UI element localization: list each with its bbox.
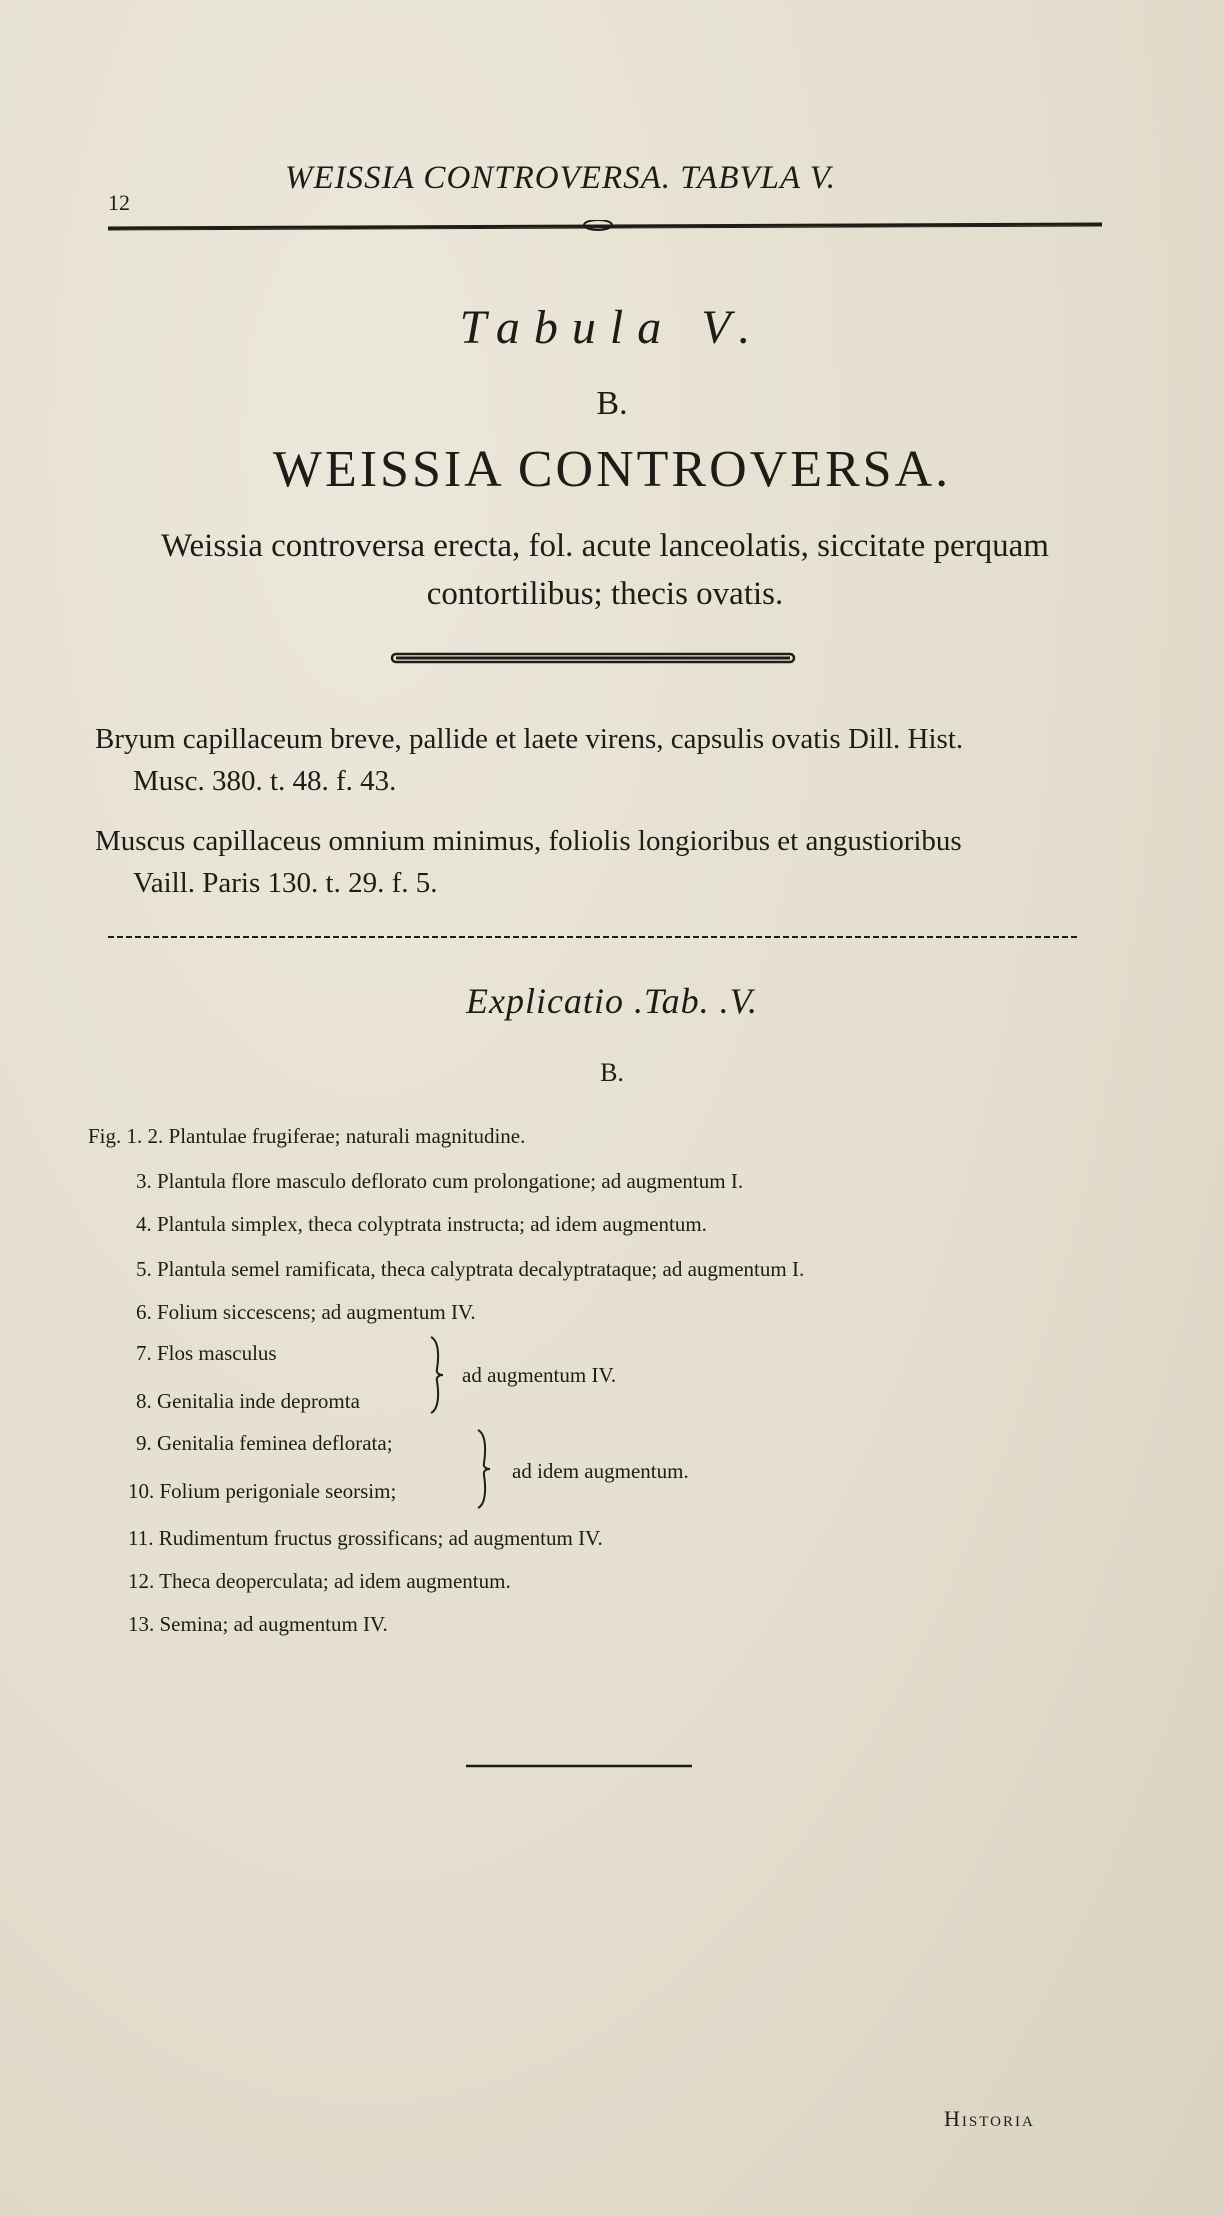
synonym-entry (95, 820, 1115, 904)
curly-brace (472, 1428, 496, 1510)
figure-caption: 9. Genitalia feminea deflorata; (136, 1431, 393, 1455)
figure-caption: Fig. 1. 2. Plantulae frugiferae; naturali magnitudine. (88, 1124, 526, 1148)
section-divider (388, 650, 798, 666)
page-number: 12 (108, 190, 130, 215)
figure-caption: 13. Semina; ad augmentum IV. (128, 1612, 388, 1636)
running-head: WEISSIA CONTROVERSA. TABVLA V. (285, 160, 836, 196)
figure-caption: 10. Folium perigoniale seorsim; (128, 1479, 397, 1503)
catchword: Historia (944, 2106, 1035, 2131)
synonym-line: Vaill. Paris 130. t. 29. f. 5. (133, 867, 438, 899)
species-name: WEISSIA CONTROVERSA. (272, 441, 952, 498)
brace-label: ad augmentum IV. (462, 1363, 617, 1387)
figure-caption: 6. Folium siccescens; ad augmentum IV. (136, 1300, 476, 1324)
plate-title: Tabula V. (459, 301, 765, 354)
synonym-line: Bryum capillaceum breve, pallide et laete virens, capsulis ovatis Dill. Hist. (95, 723, 964, 755)
explicatio-letter: B. (600, 1058, 624, 1087)
diagnosis-line: Weissia controversa erecta, fol. acute lanceolatis, siccitate perquam (161, 528, 1049, 564)
figure-caption: 5. Plantula semel ramificata, theca calyptrata decalyptrataque; ad augmentum I. (136, 1257, 805, 1281)
end-rule (466, 1764, 692, 1768)
figure-caption: 11. Rudimentum fructus grossificans; ad augmentum IV. (128, 1526, 603, 1550)
plate-letter: B. (596, 385, 628, 422)
curly-brace (425, 1335, 449, 1415)
explicatio-heading: Explicatio .Tab. .V. (465, 981, 759, 1021)
figure-caption: 4. Plantula simplex, theca colyptrata instructa; ad idem augmentum. (136, 1212, 707, 1236)
header-ornamental-rule (108, 220, 1102, 232)
figure-caption: 7. Flos masculus (136, 1341, 277, 1365)
brace-label: ad idem augmentum. (512, 1459, 689, 1483)
figure-caption: 3. Plantula flore masculo deflorato cum prolongatione; ad augmentum I. (136, 1169, 744, 1193)
figure-caption: 12. Theca deoperculata; ad idem augmentum. (128, 1569, 511, 1593)
synonym-entry (95, 718, 1115, 802)
species-diagnosis (100, 522, 1110, 618)
diagnosis-line: contortilibus; thecis ovatis. (426, 576, 784, 612)
figure-caption: 8. Genitalia inde depromta (136, 1389, 360, 1413)
synonym-line: Musc. 380. t. 48. f. 43. (133, 765, 397, 797)
dashed-rule (108, 935, 1078, 939)
synonym-line: Muscus capillaceus omnium minimus, foliolis longioribus et angustioribus (95, 825, 962, 857)
